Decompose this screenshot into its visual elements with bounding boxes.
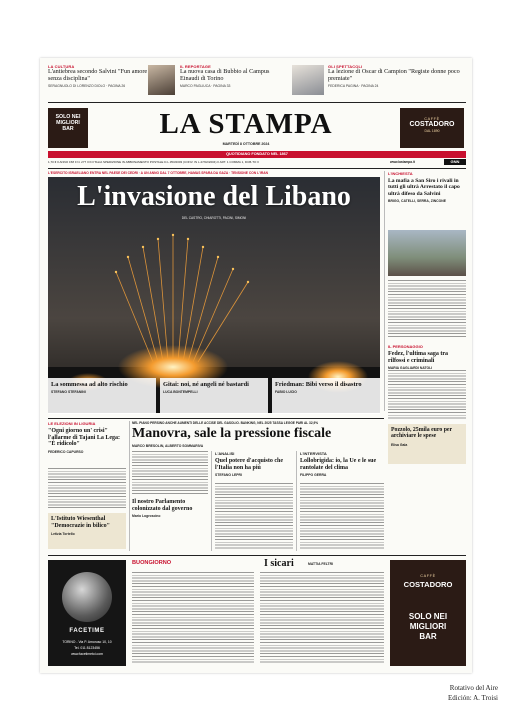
ad-right-costadoro[interactable] [400,108,464,148]
masthead-title[interactable]: LA STAMPA [159,108,333,140]
sidebar-authors: BRIGO, CATELLI, SERRA, ZINCONE [388,198,446,203]
teaser-author: MARCO PAGLIUCA · PAGINA 33 [180,84,231,89]
sidebar-body-text [388,370,466,420]
column-rule [129,421,130,551]
ad-line: BAR [419,632,437,641]
left-box-author: Letizia Tortello [51,532,75,537]
teaser-photo-thumbnail [292,65,324,95]
teaser-title: L'antiebrea secondo Salvini "Fun amore senza disciplina" [48,68,148,82]
masthead-info-line: 1,70 € II ANNO 158 II N. 277 II IN ITALIA SPEDIZIONE IN ABBONAMENTO POSTALE D.L.353/2003 (CONV. IN L.27/02/2004) II ART. 1 COMMA 1, DCB-TO II [48,160,259,164]
buongiorno-body-text [132,572,254,664]
ad-address: TORINO - Via P. Amoruso 10, 10 [62,640,112,644]
teaser-reportage[interactable] [180,64,290,100]
gnn-logo: GNN [444,159,466,165]
buongiorno-title: I sicari [264,558,294,569]
teaser-title: La lezione di Oscar di Campion "Registe donne poco premiate" [328,68,460,82]
left-body-text [48,468,126,508]
analysis-author: STEFANO LEPRI [215,473,242,478]
teaser-title: La nuova casa di Bubbio al Campus Einaudi di Torino [180,68,270,82]
divider [48,555,466,556]
ad-line: BAR [62,126,74,133]
ad-brand: FACETIME [69,628,105,634]
newspaper-page [40,58,472,673]
interview-body-text [300,483,384,549]
bottom-item-title: La sommessa ad alto rischio [51,381,128,388]
ad-site[interactable]: www.facetimetoi.com [71,652,103,656]
teaser-shows[interactable] [328,64,466,100]
founded-banner: QUOTIDIANO FONDATO NEL 1867 [48,151,466,158]
ad-tagline: DAL 1890 [424,129,440,133]
sidebar-headline-2: Fedez, l'ultima saga tra rilfossi e criminali [388,351,448,364]
sidebar-story-2[interactable] [388,344,466,370]
bottom-item[interactable] [272,378,380,414]
teaser-author: FEDERICA PAGINA · PAGINA 24 [328,84,379,89]
center-topline: NEL PIANO PERSINO ANCHE AUMENTI DELLE ACCISE DEL GASOLIO. BANKING, NEL 2025 TASSA LEGGE PARI AL 32,9% [132,421,319,425]
column-rule [296,451,297,551]
ad-brand: CAFFÈ [424,117,440,121]
bottom-item[interactable] [160,378,268,414]
teaser-kicker: LA CULTURA [48,64,75,69]
photo-caption: DEL CASTRO, CHIAROTTI, PACINI, SIMONI [181,216,247,220]
section-tag: L'ANALISI [215,451,235,456]
section-tag: L'INTERVISTA [300,451,327,456]
center-authors: MARCO BRESOLIN, ALBERTO SOMMARIVA [132,444,204,448]
section-tag: LE ELEZIONI IN LIGURIA [48,421,96,426]
buongiorno-tag: BUONGIORNO [132,560,172,566]
ad-line: SOLO NEI [55,114,81,120]
buongiorno-author: MATTIA FELTRI [308,562,333,566]
left-box[interactable] [48,513,126,549]
sidebar-headline: La mafia a San Siro i rivali in tutti gli ultrà Arrestato il capo ultrà difeso da Salvini [388,178,460,197]
ad-line: MIGLIORI [56,120,80,127]
bottom-item-author: STEFANO STEFANINI [51,390,86,394]
column-rule [211,451,212,551]
divider [48,418,384,419]
center-body-text [132,451,208,495]
analysis-headline: Quel potere d'acquisto che l'Italia non ha più [215,458,284,471]
bottom-item-title: Gitai: noi, né angeli né bastardi [163,381,249,388]
credits [368,683,498,703]
ad-line: MIGLIORI [409,622,447,631]
ad-brand: CAFFÈ [420,574,436,578]
teaser-culture[interactable] [48,64,148,100]
masthead-date: MARTEDÌ 8 OTTOBRE 2024 [222,142,270,146]
bottom-item-author: LUCA BONTEMPELLI [163,390,198,394]
teaser-kicker: IL REPORTAGE [180,64,211,69]
ad-phone: Tel. 011 8123456 [74,646,100,650]
column-rule [384,171,385,411]
left-headline: "Ogni giorno un' crisi" l'allarme di Tajani La Lega: "È ridicolo" [48,428,121,448]
main-headline[interactable]: L'invasione del Libano [77,181,351,212]
sidebar-author-2: MARIA GAGLIARDI NATOLI [388,366,433,371]
masthead-website[interactable]: www.lastampa.it [390,160,415,164]
bottom-item-author: FABIO LUCIO [275,390,297,394]
section-tag: IL PERSONAGGIO [388,344,423,349]
ad-line: SOLO NEI [408,612,448,621]
analysis-story[interactable] [215,451,293,477]
main-bottom-items [48,378,380,414]
credit-line: Rotativo del Aire [449,684,498,692]
ad-bottom-left[interactable] [48,560,126,666]
left-story[interactable] [48,421,126,454]
teaser-photo-thumbnail [148,65,175,95]
divider [48,168,466,169]
teaser-author: SERAGNUOLO DI LORENZO DIOLO · PAGINA 26 [48,84,126,89]
divider [48,102,466,103]
credit-line: Edición: A. Troisi [448,694,498,702]
ad-left-costadoro[interactable] [48,108,88,148]
buongiorno-body-text [260,572,384,664]
section-tag: L'INCHIESTA [388,171,413,176]
teaser-kicker: GLI SPETTACOLI [328,64,363,69]
sidebar-box-headline: Pozzolo, 25mila euro per archiviare le spese [391,427,452,440]
watch-image [62,572,112,622]
sidebar-box-author: Elisa Gala [391,442,408,447]
ad-name: COSTADORO [409,121,455,128]
left-author: FEDERICO CAPURSO [48,449,84,454]
bottom-item-title: Friedman: Bibi verso il disastro [275,381,362,388]
center-subhead: Il nostro Parlamento colonizzato dal governo [132,499,193,512]
center-headline[interactable]: Manovra, sale la pressione fiscale [132,426,332,441]
sidebar-box[interactable] [388,424,466,464]
center-substory[interactable] [132,499,208,518]
interview-author: FILIPPO GERRA [300,473,327,478]
center-sub-author: Mario Logroscino [132,514,161,519]
sidebar-body-text [388,280,466,338]
ad-name: COSTADORO [403,580,453,589]
bottom-item[interactable] [48,378,156,414]
interview-story[interactable] [300,451,384,477]
sidebar-photo [388,230,466,276]
analysis-body-text [215,483,293,549]
sidebar-story[interactable] [388,171,466,203]
main-topline: L'ESERCITO ISRAELIANO ENTRA NEL PAESE DEI CEDRI · A UN ANNO DAL 7 OTTOBRE, HAMAS SPARA DA GAZA · TENSIONE CON L'IRAN [48,171,268,175]
left-box-headline: L'Istituto Wiesenthal "Democrazie in bilico" [51,516,110,529]
interview-headline: Lollobrigida: io, la Ue e le sue rantolate del clima [300,458,377,471]
ad-bottom-right[interactable] [390,560,466,666]
